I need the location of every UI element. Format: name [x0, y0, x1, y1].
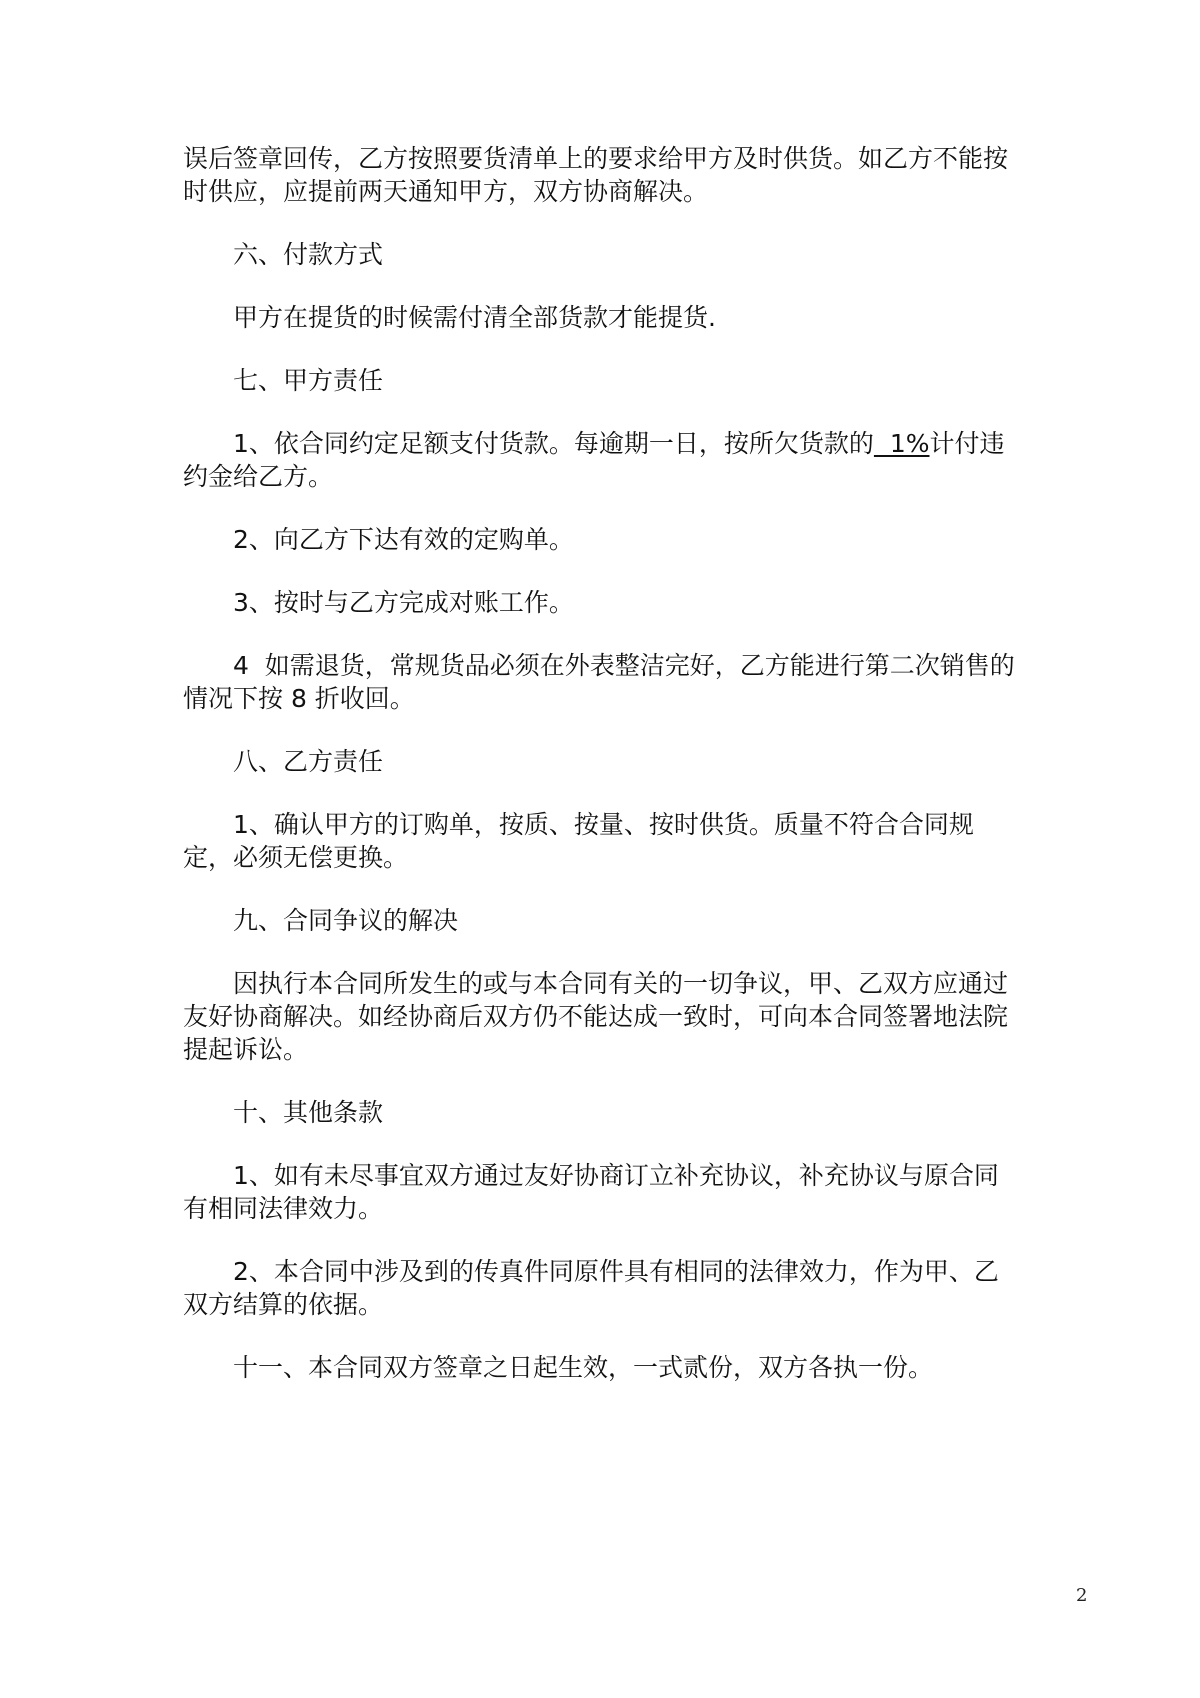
penalty-rate-blank: 1%: [873, 429, 930, 458]
document-body: [183, 142, 1023, 1414]
paragraph-party-a-item-1: [183, 427, 1023, 493]
paragraph-continuation: 误后签章回传，乙方按照要货清单上的要求给甲方及时供货。如乙方不能按时供应，应提前两天通知甲方，双方协商解决。: [183, 144, 1009, 206]
paragraph-other-terms-item-1: 1、如有未尽事宜双方通过友好协商订立补充协议，补充协议与原合同有相同法律效力。: [183, 1161, 999, 1223]
clause-text: 1、依合同约定足额支付货款。每逾期一日，按所欠货款的: [233, 429, 874, 458]
paragraph-other-terms-item-2: 2、本合同中涉及到的传真件同原件具有相同的法律效力，作为甲、乙双方结算的依据。: [183, 1257, 999, 1319]
paragraph-party-a-item-4: 4 如需退货，常规货品必须在外表整洁完好，乙方能进行第二次销售的情况下按 8 折收回。: [183, 651, 1015, 713]
section-heading-other-terms: 十、其他条款: [233, 1098, 384, 1127]
section-heading-payment: 六、付款方式: [233, 240, 384, 269]
paragraph-dispute-resolution: 因执行本合同所发生的或与本合同有关的一切争议，甲、乙双方应通过友好协商解决。如经协商后双方仍不能达成一致时，可向本合同签署地法院提起诉讼。: [183, 969, 1009, 1064]
page-number: 2: [1076, 1585, 1088, 1606]
paragraph-party-a-item-2: 2、向乙方下达有效的定购单。: [233, 525, 574, 554]
paragraph-payment-terms: 甲方在提货的时候需付清全部货款才能提货.: [233, 303, 716, 332]
paragraph-party-b-item-1: 1、确认甲方的订购单，按质、按量、按时供货。质量不符合合同规定，必须无偿更换。: [183, 810, 974, 872]
clause-text-continued: 计付违约金给乙方。: [183, 429, 1005, 491]
paragraph-party-a-item-3: 3、按时与乙方完成对账工作。: [233, 588, 574, 617]
section-heading-effective: 十一、本合同双方签章之日起生效，一式贰份，双方各执一份。: [233, 1353, 934, 1382]
section-heading-dispute: 九、合同争议的解决: [233, 906, 459, 935]
section-heading-party-b: 八、乙方责任: [233, 747, 384, 776]
section-heading-party-a: 七、甲方责任: [233, 366, 384, 395]
